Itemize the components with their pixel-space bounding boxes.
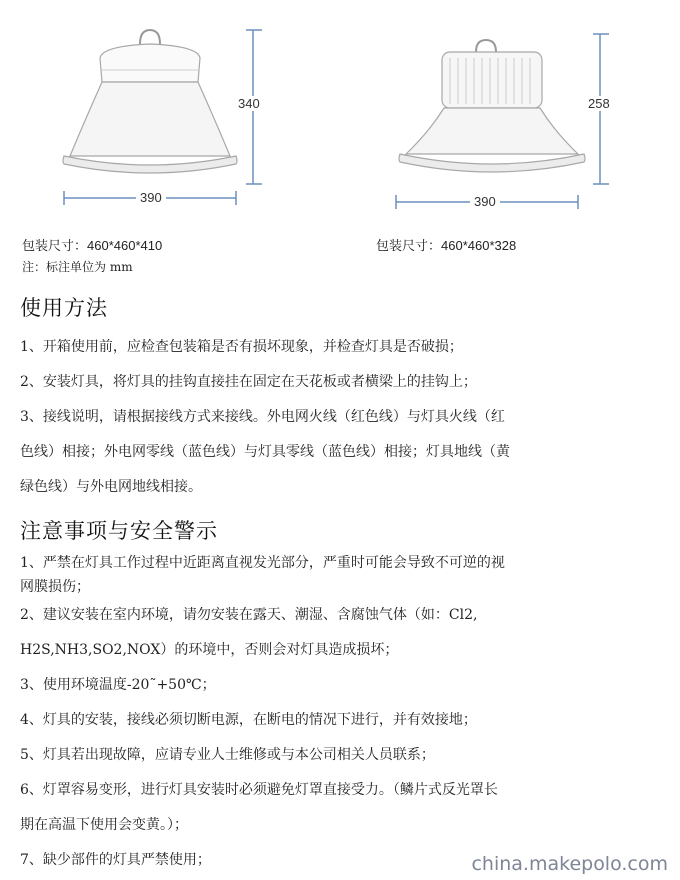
height-value-left: 340: [238, 96, 260, 111]
usage-line: 3、接线说明，请根据接线方式来接线。外电网火线（红色线）与灯具火线（红: [20, 409, 505, 425]
safety-section: [20, 598, 498, 878]
safety-line: 6、灯罩容易变形，进行灯具安装时必须避免灯罩直接受力。（鳞片式反光罩长: [20, 782, 498, 798]
safety-line: 3、使用环境温度-20˜+50℃；: [20, 677, 216, 693]
safety-line: 期在高温下使用会变黄。）；: [20, 817, 188, 833]
safety-item-1: [20, 551, 505, 599]
safety-line: 1、严禁在灯具工作过程中近距离直视发光部分，严重时可能会导致不可逆的视: [20, 555, 505, 571]
usage-heading: 使用方法: [20, 296, 108, 320]
usage-line: 2、安装灯具，将灯具的挂钩直接挂在固定在天花板或者横梁上的挂钩上；: [20, 374, 477, 390]
safety-line: 5、灯具若出现故障，应请专业人士维修或与本公司相关人员联系；: [20, 747, 435, 763]
lamp-right-illustration: [399, 40, 585, 172]
package-size-left: 包装尺寸：460*460*410: [22, 238, 163, 253]
width-value-right: 390: [470, 194, 500, 209]
unit-note: 注：标注单位为 mm: [22, 260, 133, 274]
safety-line: 2、建议安装在室内环境，请勿安装在露天、潮湿、含腐蚀气体（如：Cl2,: [20, 607, 478, 623]
safety-heading: 注意事项与安全警示: [20, 519, 218, 543]
safety-line: 网膜损伤；: [20, 579, 90, 595]
safety-line: 4、灯具的安装，接线必须切断电源，在断电的情况下进行，并有效接地；: [20, 712, 477, 728]
height-value-right: 258: [588, 96, 610, 111]
width-value-left: 390: [136, 190, 166, 205]
watermark-text: china.makepolo.com: [471, 853, 668, 875]
lamp-left-illustration: [63, 30, 237, 173]
package-size-right: 包装尺寸：460*460*328: [376, 238, 517, 253]
safety-line: H2S,NH3,SO2,NOX）的环境中，否则会对灯具造成损坏；: [20, 642, 399, 658]
usage-line: 色线）相接；外电网零线（蓝色线）与灯具零线（蓝色线）相接；灯具地线（黄: [20, 444, 510, 460]
usage-line: 1、开箱使用前，应检查包装箱是否有损坏现象，并检查灯具是否破损；: [20, 339, 463, 355]
usage-line: 绿色线）与外电网地线相接。: [20, 479, 202, 495]
lamp-drawing-right: [390, 28, 630, 218]
usage-section: [20, 330, 510, 505]
safety-line: 7、缺少部件的灯具严禁使用；: [20, 852, 211, 868]
